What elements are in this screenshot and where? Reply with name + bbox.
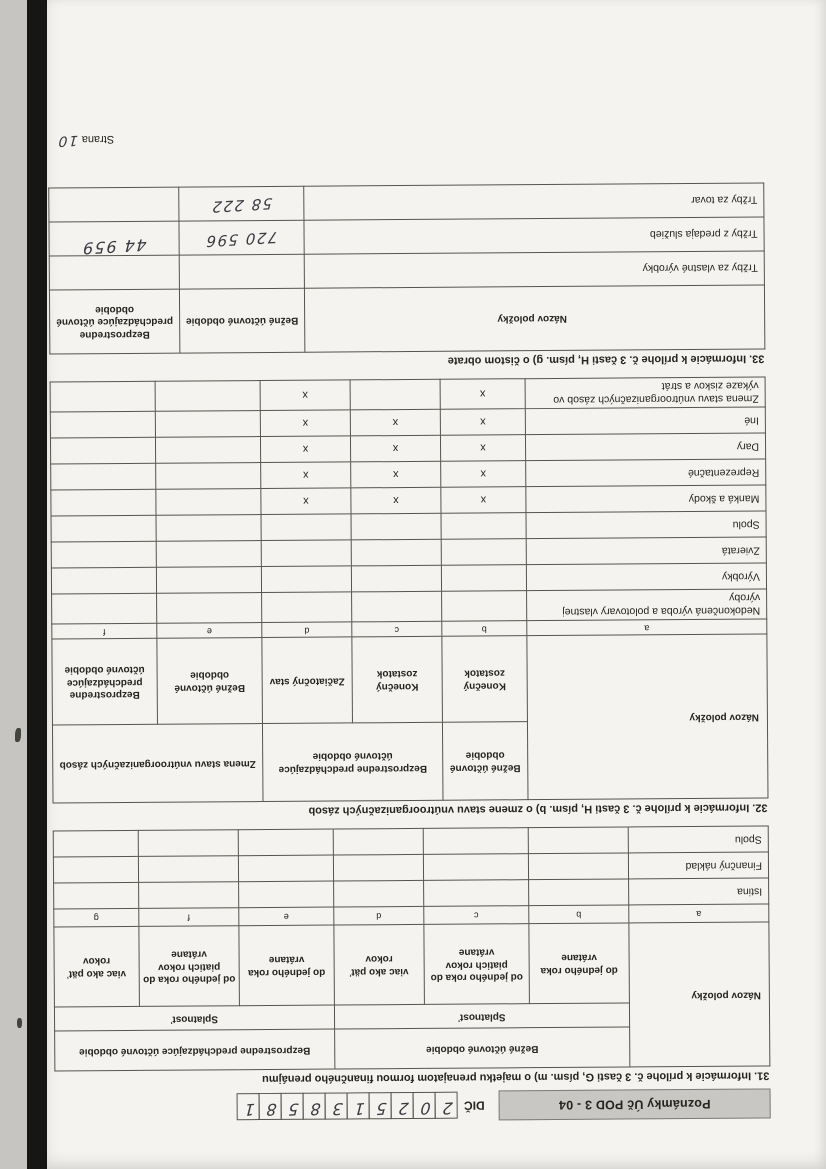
value-cell [52, 593, 157, 624]
row-label: Spolu [526, 511, 766, 539]
table-31 [53, 825, 771, 1071]
value-cell: x [351, 461, 441, 488]
value-cell [50, 411, 155, 438]
dic-digit-box [281, 1093, 304, 1120]
scan-artifact [15, 728, 21, 742]
handwritten-amount: 58 222 [210, 193, 273, 216]
value-cell [333, 854, 423, 881]
header-bezne-obdobie: Bežné účtovné obdobie [335, 1027, 630, 1069]
previous-period-cell [49, 255, 179, 290]
value-cell [155, 380, 260, 411]
column-letter: e [157, 623, 262, 639]
column-letter: f [52, 623, 157, 639]
handwritten-digit: 1 [242, 1100, 256, 1121]
handwritten-digit: 2 [440, 1098, 454, 1119]
value-cell [261, 540, 351, 567]
value-cell: x [441, 486, 526, 513]
value-cell [424, 880, 529, 907]
page-footer [49, 133, 114, 147]
table-row [49, 183, 764, 222]
dic-digit-boxes [237, 1092, 457, 1121]
header-splatnost: Splatnosť [54, 1005, 334, 1031]
row-label: Iné [525, 407, 765, 435]
form-header [56, 1087, 771, 1124]
value-cell [156, 514, 261, 541]
value-cell [54, 882, 139, 909]
row-label: Nedokončená výroba a polotovary vlastnej výroby [527, 589, 767, 621]
form-code: Poznámky Úč POD 3 - 04 [558, 1096, 711, 1112]
row-label: Tržby z predaja služieb [304, 217, 764, 254]
table-row [50, 433, 765, 464]
handwritten-amount: 44 959 [81, 235, 148, 259]
handwritten-digit: 3 [330, 1099, 344, 1120]
handwritten-amount: 720 596 [204, 227, 279, 250]
value-cell [238, 829, 333, 856]
handwritten-digit: 5 [286, 1099, 300, 1120]
table-row [52, 589, 767, 624]
handwritten-digit: 5 [374, 1099, 388, 1120]
value-cell: x [351, 487, 441, 514]
value-cell [529, 879, 629, 906]
value-cell [423, 854, 528, 881]
value-cell [53, 856, 138, 883]
value-cell [352, 591, 442, 622]
table-32 [50, 376, 769, 803]
current-period-cell [179, 220, 304, 255]
dic-area [237, 1092, 485, 1121]
value-cell: x [261, 462, 351, 489]
column-letter: c [424, 906, 529, 925]
dic-digit-box [237, 1094, 260, 1121]
section-31 [54, 825, 771, 1086]
table-33 [48, 182, 765, 354]
column-letter: b [529, 905, 629, 924]
row-label: Istina [629, 878, 769, 905]
header-zaciatocny-stav: Začiatočný stav [262, 637, 353, 724]
header-maturity-3: viac ako päť rokov [54, 926, 140, 1007]
column-letter: e [239, 907, 334, 926]
previous-period-cell [49, 221, 179, 259]
table-row [51, 459, 766, 490]
header-splatnost: Splatnosť [334, 1003, 629, 1029]
value-cell [441, 564, 526, 591]
value-cell [350, 379, 440, 410]
column-letter: b [442, 621, 527, 637]
header-maturity-1: do jedného roka vrátane [239, 925, 335, 1006]
handwritten-digit: 1 [352, 1099, 366, 1120]
page-number-value: 10 [56, 131, 79, 149]
value-cell [442, 590, 527, 621]
dic-digit-box [391, 1092, 414, 1119]
value-cell [262, 592, 352, 623]
dic-digit-box [303, 1093, 326, 1120]
scan-artifact [17, 1018, 22, 1028]
section-32 [51, 376, 769, 818]
value-cell [239, 881, 334, 908]
column-letter: a [629, 904, 769, 923]
table-row [51, 485, 766, 516]
current-period-cell [179, 186, 304, 221]
header-maturity-2: od jedného roka do piatich rokov vrátane [139, 926, 240, 1007]
header-row [52, 720, 768, 803]
header-zmena-stavu: Zmena stavu vnútroorganizačných zásob [52, 724, 263, 803]
value-cell [156, 540, 261, 567]
table-row [49, 251, 764, 290]
value-cell [528, 853, 628, 880]
value-cell [423, 828, 528, 855]
row-label: Manká a škody [526, 485, 766, 513]
value-cell: x [261, 488, 351, 515]
row-label: Reprezentačné [526, 459, 766, 487]
header-predchadzajuce-obdobie: Bezprostredne predchádzajúce účtovné obdobie [55, 1029, 335, 1071]
table-row [54, 878, 769, 909]
row-label: Spolu [628, 826, 768, 853]
value-cell [155, 436, 260, 463]
value-cell [51, 489, 156, 516]
value-cell [50, 381, 155, 412]
row-label: Tržby za vlastné výrobky [304, 251, 764, 288]
header-predchadzajuce-obdobie: Bezprostredne predchádzajúce účtovné obdobie [49, 289, 179, 354]
value-cell [138, 830, 238, 857]
row-label: Finančný náklad [628, 852, 768, 879]
header-maturity-3: viac ako päť rokov [334, 924, 425, 1005]
value-cell [157, 592, 262, 623]
table-row [50, 377, 765, 412]
header-maturity-1: do jedného roka vrátane [529, 923, 630, 1004]
value-cell [441, 538, 526, 565]
form-page [44, 34, 774, 1134]
value-cell [334, 880, 424, 907]
header-row [55, 1026, 770, 1071]
section-31-title: 31. Informácie k prílohe č. 3 časti G, písm. m) o majetku prenajatom formou finančného prenájmu [262, 1069, 770, 1086]
dic-digit-box [369, 1093, 392, 1120]
value-cell [138, 856, 238, 883]
header-konecny-zostatok: Konečný zostatok [352, 636, 443, 723]
dic-digit-box [259, 1093, 282, 1120]
value-cell: x [260, 436, 350, 463]
column-letter: g [54, 908, 139, 927]
column-letter: d [334, 906, 424, 925]
value-cell [139, 882, 239, 909]
value-cell [351, 565, 441, 592]
value-cell [51, 567, 156, 594]
value-cell: x [260, 380, 350, 411]
table-row [51, 563, 766, 594]
value-cell: x [350, 435, 440, 462]
header-zmena-bezne: Bežné účtovné obdobie [157, 638, 263, 725]
header-bezne-obdobie: Bežné účtovné obdobie [179, 288, 304, 353]
value-cell [50, 437, 155, 464]
table-row [49, 217, 764, 256]
value-cell [51, 463, 156, 490]
column-letter: a [527, 619, 767, 636]
section-33-title: 33. Informácie k prílohe č. 3 časti H, písm. g) o čistom obrate [447, 352, 765, 367]
header-konecny-zostatok: Konečný zostatok [442, 636, 528, 723]
header-row [49, 285, 764, 354]
table-row [51, 511, 766, 542]
header-nazov-polozky: Názov položky [304, 285, 764, 352]
value-cell [51, 541, 156, 568]
value-cell [156, 462, 261, 489]
dic-digit-box [325, 1093, 348, 1120]
value-cell [351, 513, 441, 540]
value-cell: x [441, 460, 526, 487]
value-cell: x [440, 434, 525, 461]
header-nazov-polozky: Názov položky [527, 634, 768, 800]
current-period-cell [179, 254, 304, 289]
dic-digit-box [413, 1092, 436, 1119]
header-maturity-2: od jedného roka do piatich rokov vrátane [424, 924, 530, 1005]
value-cell [155, 410, 260, 437]
form-code-box [499, 1088, 771, 1120]
section-33 [49, 182, 765, 369]
page-number-label: Strana [81, 132, 115, 145]
value-cell [156, 488, 261, 515]
header-bezne-obdobie: Bežné účtovné obdobie [442, 722, 528, 801]
value-cell [261, 566, 351, 593]
value-cell: x [350, 409, 440, 436]
scanner-edge-strip [27, 0, 47, 1169]
previous-period-cell [49, 187, 179, 222]
handwritten-digit: 2 [396, 1099, 410, 1119]
handwritten-digit: 8 [308, 1099, 322, 1120]
value-cell [441, 512, 526, 539]
value-cell: x [440, 408, 525, 435]
table-row [53, 826, 768, 857]
value-cell [333, 828, 423, 855]
column-letter: c [352, 621, 442, 637]
value-cell [53, 830, 138, 857]
header-nazov-polozky: Názov položky [629, 922, 770, 1067]
value-cell: x [260, 410, 350, 437]
row-label: Zvieratá [526, 537, 766, 565]
header-predchadzajuce-obdobie: Bezprostredne predchádzajúce účtovné obdobie [262, 722, 443, 801]
value-cell [238, 855, 333, 882]
value-cell: x [440, 378, 525, 409]
value-cell [156, 566, 261, 593]
column-letter: f [139, 908, 239, 927]
value-cell [528, 827, 628, 854]
handwritten-digit: 0 [418, 1099, 432, 1119]
table-row [51, 537, 766, 568]
value-cell [351, 539, 441, 566]
row-label: Zmena stavu vnútroorganizačných zásob vo výkaze ziskov a strát [525, 377, 765, 409]
row-label: Výrobky [526, 563, 766, 591]
row-label: Tržby za tovar [304, 183, 764, 220]
value-cell [261, 514, 351, 541]
column-letter: d [262, 622, 352, 638]
header-zmena-predchadzajuce: Bezprostredne predchádzajúce účtovné obdobie [52, 638, 158, 725]
value-cell [51, 515, 156, 542]
dic-digit-box [347, 1093, 370, 1120]
row-label: Dary [525, 433, 765, 461]
section-32-title: 32. Informácie k prílohe č. 3 časti H, písm. b) o zmene stavu vnútroorganizačných zásob [308, 801, 768, 817]
dic-label: DIČ [463, 1098, 485, 1113]
table-row [50, 407, 765, 438]
table-row [53, 852, 768, 883]
handwritten-digit: 8 [264, 1100, 278, 1120]
dic-digit-box [435, 1092, 458, 1119]
